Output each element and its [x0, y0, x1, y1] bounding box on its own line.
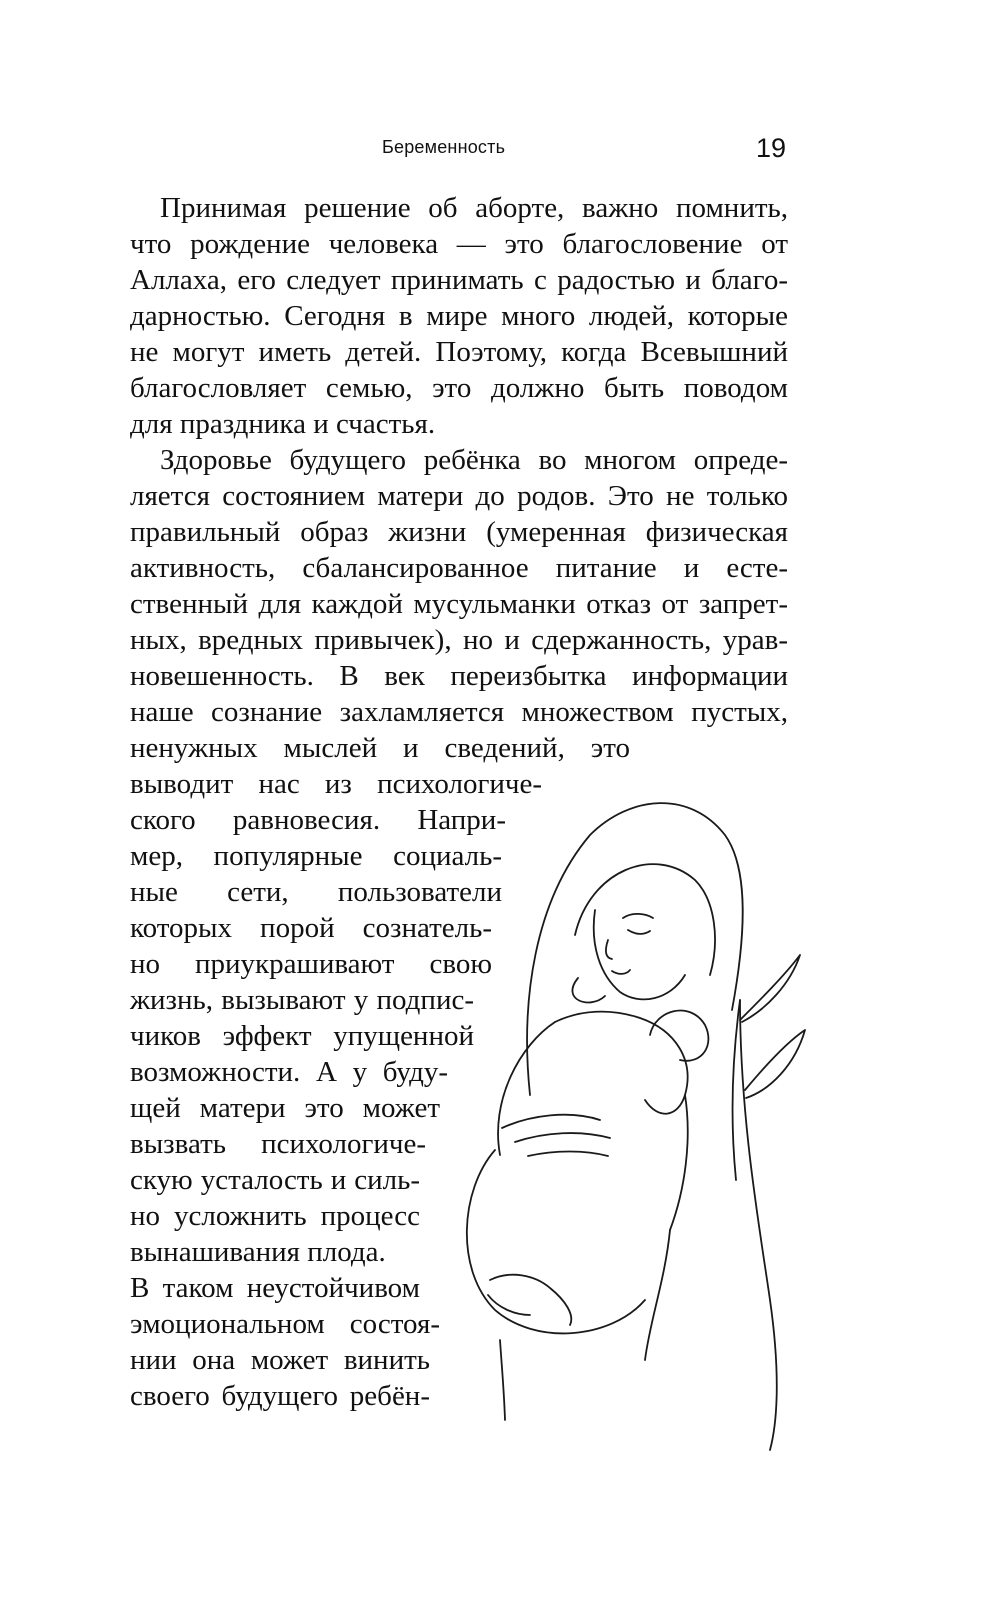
text-line: Здоровье будущего ребёнка во многом опреде-: [160, 444, 788, 476]
baby-head: [650, 1011, 708, 1061]
torso-right: [670, 1095, 688, 1230]
hijab-outline: [527, 803, 743, 1095]
text-line: ственный для каждой мусульманки отказ от запрет-: [130, 588, 788, 620]
text-line: новешенность. В век переизбытка информации: [130, 660, 788, 692]
text-line: которых порой сознатель-: [130, 912, 492, 944]
text-line: благословляет семью, это должно быть поводом: [130, 372, 788, 404]
page-number: 19: [756, 133, 787, 163]
pregnant-woman-illustration: [440, 760, 820, 1460]
running-head: [0, 133, 1000, 173]
eyebrow: [623, 914, 653, 918]
text-line: В таком неустойчивом: [130, 1272, 420, 1304]
text-line: Аллаха, его следует принимать с радостью и благо-: [130, 264, 788, 296]
text-line: вынашивания плода.: [130, 1236, 386, 1268]
text-line: но приукрашивают свою: [130, 948, 492, 980]
text-line: чиков эффект упущенной: [130, 1020, 474, 1052]
hijab-inner: [575, 864, 715, 975]
drape: [572, 978, 605, 1002]
text-line: наше сознание захламляется множеством пустых,: [130, 696, 788, 728]
text-line: активность, сбалансированное питание и есте-: [130, 552, 788, 584]
front-dress: [500, 1340, 505, 1420]
plant-leaf-upper: [740, 955, 800, 1022]
text-line: ненужных мыслей и сведений, это: [130, 732, 630, 764]
text-line: ных, вредных привычек), но и сдержанность, урав-: [130, 624, 788, 656]
text-line: щей матери это может: [130, 1092, 440, 1124]
text-line: для праздника и счастья.: [130, 408, 436, 440]
text-line: ные сети, пользователи: [130, 876, 502, 908]
back-line: [645, 1230, 670, 1360]
text-line: ляется состоянием матери до родов. Это не только: [130, 480, 788, 512]
upper-hand: [502, 1115, 610, 1156]
text-line: но усложнить процесс: [130, 1200, 420, 1232]
plant-leaf-long: [733, 1000, 740, 1180]
lower-hand: [488, 1275, 571, 1325]
text-line: мер, популярные социаль-: [130, 840, 502, 872]
text-line: возможности. А у буду-: [130, 1056, 448, 1088]
closed-eye: [628, 930, 650, 934]
mouth: [612, 970, 630, 974]
text-line: нии она может винить: [130, 1344, 430, 1376]
text-line: правильный образ жизни (умеренная физическая: [130, 516, 788, 548]
text-line: дарностью. Сегодня в мире много людей, которые: [130, 300, 788, 332]
text-line: что рождение человека — это благословение от: [130, 228, 788, 260]
text-line: ского равновесия. Напри-: [130, 804, 506, 836]
text-line: жизнь, вызывают у подпис-: [130, 984, 474, 1016]
text-line: не могут иметь детей. Поэтому, когда Всевышний: [130, 336, 788, 368]
nose: [606, 940, 612, 959]
text-line: своего будущего ребён-: [130, 1380, 430, 1412]
text-line: вызвать психологиче-: [130, 1128, 426, 1160]
shoulder-arm: [555, 1012, 688, 1114]
plant-stem: [740, 1000, 777, 1450]
text-line: выводит нас из психологиче-: [130, 768, 542, 800]
section-title: Беременность: [382, 137, 506, 157]
plant-leaf-lower: [745, 1030, 805, 1098]
text-line: Принимая решение об аборте, важно помнить,: [160, 192, 788, 224]
text-line: эмоциональном состоя-: [130, 1308, 440, 1340]
text-line: скую усталость и силь-: [130, 1164, 420, 1196]
belly: [467, 1150, 645, 1333]
